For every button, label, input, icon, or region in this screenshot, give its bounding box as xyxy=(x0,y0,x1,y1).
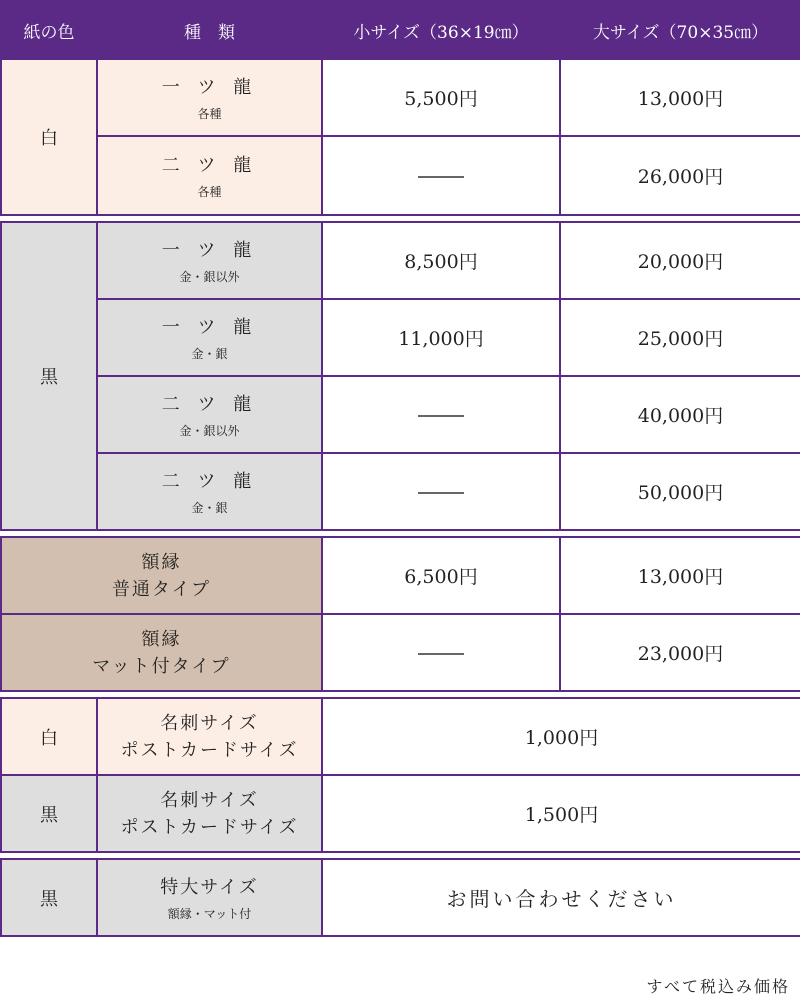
paper-color-cell: 黒 xyxy=(1,222,97,530)
small-price: 6,500円 xyxy=(322,537,560,614)
type-label: 一 ツ 龍 xyxy=(161,240,258,261)
separator-row xyxy=(1,215,800,222)
frame-label: 額縁 xyxy=(141,628,182,650)
type-cell xyxy=(97,59,322,136)
type-sublabel: 各種 xyxy=(197,107,222,121)
card-type-cell xyxy=(97,698,322,775)
table-row xyxy=(1,859,800,936)
large-price: 13,000円 xyxy=(560,59,800,136)
footnote: すべて税込み価格 xyxy=(646,977,790,996)
dash-mark xyxy=(418,415,464,417)
card-sublabel: ポストカードサイズ xyxy=(120,816,299,838)
large-price: 50,000円 xyxy=(560,453,800,530)
type-label: 二 ツ 龍 xyxy=(161,394,258,415)
table-row xyxy=(1,698,800,775)
separator-row xyxy=(1,852,800,859)
type-sublabel: 金・銀以外 xyxy=(179,424,240,438)
type-sublabel: 金・銀 xyxy=(191,347,228,361)
xl-label: 特大サイズ xyxy=(160,877,259,898)
table-row xyxy=(1,537,800,614)
card-type-cell xyxy=(97,775,322,852)
inquiry-text: お問い合わせください xyxy=(322,859,800,936)
large-price: 13,000円 xyxy=(560,537,800,614)
type-cell xyxy=(97,299,322,376)
table-row xyxy=(1,614,800,691)
card-label: 名刺サイズ xyxy=(160,712,259,734)
frame-type-cell xyxy=(1,614,322,691)
large-price: 40,000円 xyxy=(560,376,800,453)
header-large-size: 大サイズ（70×35㎝） xyxy=(560,1,800,59)
type-label: 一 ツ 龍 xyxy=(161,317,258,338)
table-row xyxy=(1,775,800,852)
small-price-unavailable xyxy=(322,376,560,453)
card-price: 1,000円 xyxy=(322,698,800,775)
dash-mark xyxy=(418,176,464,178)
type-cell xyxy=(97,136,322,215)
paper-color-cell: 白 xyxy=(1,59,97,215)
large-price: 23,000円 xyxy=(560,614,800,691)
small-price-unavailable xyxy=(322,136,560,215)
card-label: 名刺サイズ xyxy=(160,789,259,811)
small-price: 8,500円 xyxy=(322,222,560,299)
header-paper-color: 紙の色 xyxy=(1,1,97,59)
table-row xyxy=(1,453,800,530)
small-price: 5,500円 xyxy=(322,59,560,136)
large-price: 25,000円 xyxy=(560,299,800,376)
type-sublabel: 金・銀 xyxy=(191,501,228,515)
frame-type-cell xyxy=(1,537,322,614)
table-header-row xyxy=(1,1,800,59)
small-price-unavailable xyxy=(322,614,560,691)
dash-mark xyxy=(418,492,464,494)
table-row xyxy=(1,222,800,299)
xl-sublabel: 額縁・マット付 xyxy=(167,907,252,921)
small-price: 11,000円 xyxy=(322,299,560,376)
separator-row xyxy=(1,691,800,698)
type-cell xyxy=(97,376,322,453)
type-cell xyxy=(97,453,322,530)
type-label: 一 ツ 龍 xyxy=(161,77,258,98)
card-price: 1,500円 xyxy=(322,775,800,852)
table-row xyxy=(1,136,800,215)
type-sublabel: 各種 xyxy=(197,185,222,199)
type-label: 二 ツ 龍 xyxy=(161,471,258,492)
frame-sublabel: マット付タイプ xyxy=(92,655,231,677)
separator-row xyxy=(1,530,800,537)
header-small-size: 小サイズ（36×19㎝） xyxy=(322,1,560,59)
type-cell xyxy=(97,222,322,299)
paper-color-cell: 黒 xyxy=(1,775,97,852)
card-sublabel: ポストカードサイズ xyxy=(120,739,299,761)
large-price: 26,000円 xyxy=(560,136,800,215)
small-price-unavailable xyxy=(322,453,560,530)
table-row xyxy=(1,299,800,376)
large-price: 20,000円 xyxy=(560,222,800,299)
type-label: 二 ツ 龍 xyxy=(161,155,258,176)
table-row xyxy=(1,59,800,136)
frame-sublabel: 普通タイプ xyxy=(111,578,212,600)
type-sublabel: 金・銀以外 xyxy=(179,270,240,284)
frame-label: 額縁 xyxy=(141,551,182,573)
table-row xyxy=(1,376,800,453)
paper-color-cell: 白 xyxy=(1,698,97,775)
header-type: 種 類 xyxy=(97,1,322,59)
xl-type-cell xyxy=(97,859,322,936)
paper-color-cell: 黒 xyxy=(1,859,97,936)
dash-mark xyxy=(418,653,464,655)
